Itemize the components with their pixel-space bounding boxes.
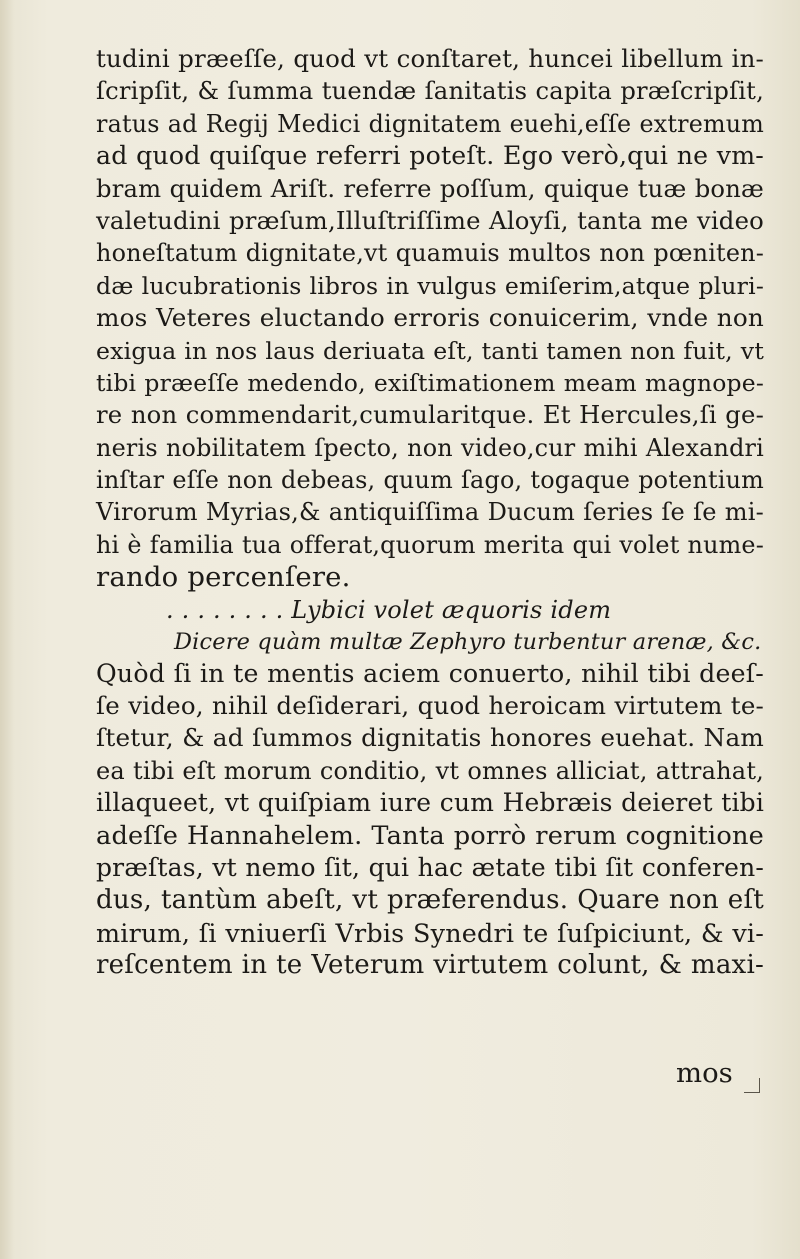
text-line: exigua in nos laus deriuata eſt, tanti tamen non fuit, vt: [96, 336, 764, 365]
text-line: tibi præeſſe medendo, exiſtimationem meam magnope-: [96, 368, 764, 397]
text-line: ſcripſit, & ſumma tuendæ ſanitatis capita præſcripſit,: [96, 77, 764, 106]
text-line: Virorum Myrias,& antiquiſſima Ducum ſeries ſe ſe mi-: [96, 498, 764, 527]
page-edge-shadow: [0, 0, 14, 1259]
text-line: mos Veteres eluctando erroris conuicerim, vnde non: [96, 303, 764, 333]
text-line: neris nobilitatem ſpecto, non video,cur mihi Alexandri: [96, 433, 764, 462]
text-line: mirum, ſi vniuerſi Vrbis Synedri te ſuſpiciunt, & vi-: [96, 917, 764, 948]
text-line: ea tibi eſt morum conditio, vt omnes alliciat, attrahat,: [96, 756, 764, 785]
text-line: ſtetur, & ad ſummos dignitatis honores euehat. Nam: [96, 723, 764, 753]
text-line: rando percenſere.: [96, 561, 351, 594]
text-line: ad quod quiſque referri poteſt. Ego verò,qui ne vm-: [96, 141, 764, 171]
text-line: ratus ad Regij Medici dignitatem euehi,eſſe extremum: [96, 109, 764, 138]
text-line: Quòd ſi in te mentis aciem conuerto, nihil tibi deeſ-: [96, 658, 764, 688]
verse-line: Dicere quàm multæ Zephyro turbentur arenæ, &c.: [174, 628, 762, 655]
text-line: honeſtatum dignitate,vt quamuis multos non pœniten-: [96, 239, 764, 268]
text-line: re non commendarit,cumularitque. Et Hercules,ſi ge-: [96, 400, 764, 430]
text-line: inſtar eſſe non debeas, quum ſago, togaque potentium: [96, 466, 764, 495]
text-line: dæ lucubrationis libros in vulgus emiſerim,atque pluri-: [96, 271, 764, 300]
text-line: bram quidem Ariſt. referre poſſum, quique tuæ bonæ: [96, 173, 764, 203]
crop-mark: [744, 1092, 760, 1093]
text-line: dus, tantùm abeſt, vt præferendus. Quare non eſt: [96, 885, 764, 916]
text-line: tudini præeſſe, quod vt conſtaret, huncei libellum in-: [96, 44, 764, 73]
text-line: ſe video, nihil deſiderari, quod heroicam virtutem te-: [96, 691, 764, 721]
text-line: reſcentem in te Veterum virtutem colunt, & maxi-: [96, 950, 764, 981]
text-line: hi è familia tua offerat,quorum merita qui volet nume-: [96, 530, 764, 559]
verse-line: . . . . . . . . Lybici volet æquoris idem: [166, 595, 612, 624]
body-text: [96, 43, 764, 982]
text-line: valetudini præſum,Illuſtriſſime Aloyſi, tanta me video: [96, 205, 764, 235]
text-line: illaqueet, vt quiſpiam iure cum Hebræis deieret tibi: [96, 788, 764, 818]
text-line: præſtas, vt nemo ſit, qui hac ætate tibi ſit conferen-: [96, 852, 764, 882]
crop-mark: [759, 1078, 760, 1093]
text-line: adeſſe Hannahelem. Tanta porrò rerum cognitione: [96, 820, 764, 851]
catchword: mos: [676, 1057, 733, 1089]
